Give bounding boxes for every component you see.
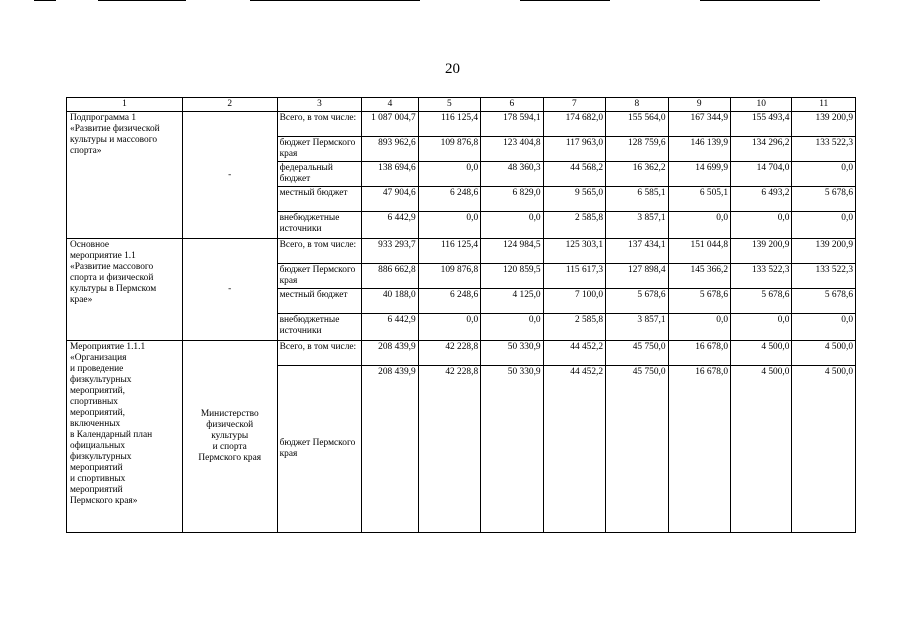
- amount-cell: 4 500,0: [792, 366, 856, 533]
- amount-cell: 45 750,0: [606, 341, 668, 366]
- funding-source-cell: Всего, в том числе:: [277, 341, 362, 366]
- amount-cell: 44 568,2: [543, 162, 605, 187]
- amount-cell: 6 585,1: [606, 187, 668, 212]
- executor-cell: -: [182, 112, 277, 239]
- amount-cell: 124 984,5: [481, 239, 543, 264]
- amount-cell: 0,0: [418, 212, 480, 239]
- header-cell: 11: [792, 98, 856, 112]
- amount-cell: 5 678,6: [668, 289, 730, 314]
- amount-cell: 50 330,9: [481, 341, 543, 366]
- amount-cell: 0,0: [668, 314, 730, 341]
- header-cell: 2: [182, 98, 277, 112]
- amount-cell: 6 493,2: [731, 187, 792, 212]
- page-number: 20: [445, 61, 460, 77]
- amount-cell: 933 293,7: [362, 239, 418, 264]
- funding-source-cell: Всего, в том числе:: [277, 112, 362, 137]
- amount-cell: 0,0: [731, 212, 792, 239]
- amount-cell: 0,0: [418, 314, 480, 341]
- amount-cell: 3 857,1: [606, 314, 668, 341]
- amount-cell: 133 522,3: [792, 137, 856, 162]
- amount-cell: 4 500,0: [792, 341, 856, 366]
- amount-cell: 115 617,3: [543, 264, 605, 289]
- table-row: [67, 239, 856, 264]
- header-cell: 5: [418, 98, 480, 112]
- amount-cell: 4 500,0: [731, 366, 792, 533]
- amount-cell: 44 452,2: [543, 366, 605, 533]
- amount-cell: 6 442,9: [362, 314, 418, 341]
- amount-cell: 7 100,0: [543, 289, 605, 314]
- amount-cell: 155 493,4: [731, 112, 792, 137]
- amount-cell: 116 125,4: [418, 239, 480, 264]
- budget-table: [66, 97, 856, 533]
- amount-cell: 5 678,6: [731, 289, 792, 314]
- table-row: [67, 112, 856, 137]
- amount-cell: 42 228,8: [418, 366, 480, 533]
- amount-cell: 0,0: [481, 314, 543, 341]
- header-cell: 7: [543, 98, 605, 112]
- program-name-cell: Подпрограмма 1 «Развитие физической культуры и массового спорта»: [67, 112, 183, 239]
- amount-cell: 174 682,0: [543, 112, 605, 137]
- amount-cell: 5 678,6: [792, 187, 856, 212]
- funding-source-cell: бюджет Пермского края: [277, 264, 362, 289]
- amount-cell: 178 594,1: [481, 112, 543, 137]
- amount-cell: 208 439,9: [362, 366, 418, 533]
- amount-cell: 139 200,9: [792, 112, 856, 137]
- amount-cell: 137 434,1: [606, 239, 668, 264]
- amount-cell: 16 678,0: [668, 341, 730, 366]
- amount-cell: 208 439,9: [362, 341, 418, 366]
- amount-cell: 6 248,6: [418, 187, 480, 212]
- amount-cell: 45 750,0: [606, 366, 668, 533]
- amount-cell: 0,0: [731, 314, 792, 341]
- amount-cell: 145 366,2: [668, 264, 730, 289]
- amount-cell: 886 662,8: [362, 264, 418, 289]
- table-row: [67, 341, 856, 366]
- amount-cell: 123 404,8: [481, 137, 543, 162]
- amount-cell: 1 087 004,7: [362, 112, 418, 137]
- executor-cell: -: [182, 239, 277, 341]
- amount-cell: 6 442,9: [362, 212, 418, 239]
- amount-cell: 44 452,2: [543, 341, 605, 366]
- funding-source-cell: местный бюджет: [277, 187, 362, 212]
- header-cell: 9: [668, 98, 730, 112]
- table-header-row: [67, 98, 856, 112]
- top-scan-border: [0, 0, 905, 2]
- header-cell: 4: [362, 98, 418, 112]
- program-name-cell: Мероприятие 1.1.1 «Организация и проведение физкультурных мероприятий, спортивных мероприятий, включенных в Календарный план официальных физкультурных мероприятий и спортивных мероприятий Пермского края»: [67, 341, 183, 533]
- amount-cell: 16 678,0: [668, 366, 730, 533]
- amount-cell: 125 303,1: [543, 239, 605, 264]
- executor-cell: Министерство физической культуры и спорта Пермского края: [182, 341, 277, 533]
- amount-cell: 127 898,4: [606, 264, 668, 289]
- program-name-cell: Основное мероприятие 1.1 «Развитие массового спорта и физической культуры в Пермском крае»: [67, 239, 183, 341]
- amount-cell: 2 585,8: [543, 314, 605, 341]
- amount-cell: 42 228,8: [418, 341, 480, 366]
- amount-cell: 6 829,0: [481, 187, 543, 212]
- amount-cell: 133 522,3: [731, 264, 792, 289]
- amount-cell: 4 125,0: [481, 289, 543, 314]
- amount-cell: 48 360,3: [481, 162, 543, 187]
- amount-cell: 14 704,0: [731, 162, 792, 187]
- header-cell: 10: [731, 98, 792, 112]
- amount-cell: 120 859,5: [481, 264, 543, 289]
- amount-cell: 6 505,1: [668, 187, 730, 212]
- funding-source-cell: федеральный бюджет: [277, 162, 362, 187]
- amount-cell: 139 200,9: [731, 239, 792, 264]
- funding-source-cell: местный бюджет: [277, 289, 362, 314]
- amount-cell: 109 876,8: [418, 264, 480, 289]
- amount-cell: 40 188,0: [362, 289, 418, 314]
- header-cell: 6: [481, 98, 543, 112]
- amount-cell: 47 904,6: [362, 187, 418, 212]
- amount-cell: 151 044,8: [668, 239, 730, 264]
- amount-cell: 4 500,0: [731, 341, 792, 366]
- amount-cell: 0,0: [481, 212, 543, 239]
- header-cell: 8: [606, 98, 668, 112]
- amount-cell: 0,0: [418, 162, 480, 187]
- amount-cell: 138 694,6: [362, 162, 418, 187]
- amount-cell: 0,0: [668, 212, 730, 239]
- amount-cell: 2 585,8: [543, 212, 605, 239]
- amount-cell: 155 564,0: [606, 112, 668, 137]
- amount-cell: 3 857,1: [606, 212, 668, 239]
- funding-source-cell: Всего, в том числе:: [277, 239, 362, 264]
- amount-cell: 893 962,6: [362, 137, 418, 162]
- amount-cell: 146 139,9: [668, 137, 730, 162]
- amount-cell: 117 963,0: [543, 137, 605, 162]
- amount-cell: 14 699,9: [668, 162, 730, 187]
- amount-cell: 6 248,6: [418, 289, 480, 314]
- amount-cell: 16 362,2: [606, 162, 668, 187]
- amount-cell: 109 876,8: [418, 137, 480, 162]
- amount-cell: 139 200,9: [792, 239, 856, 264]
- header-cell: 1: [67, 98, 183, 112]
- amount-cell: 116 125,4: [418, 112, 480, 137]
- amount-cell: 0,0: [792, 314, 856, 341]
- amount-cell: 133 522,3: [792, 264, 856, 289]
- amount-cell: 134 296,2: [731, 137, 792, 162]
- amount-cell: 9 565,0: [543, 187, 605, 212]
- header-cell: 3: [277, 98, 362, 112]
- funding-source-cell: внебюджетные источники: [277, 314, 362, 341]
- amount-cell: 0,0: [792, 212, 856, 239]
- funding-source-cell: внебюджетные источники: [277, 212, 362, 239]
- funding-source-cell: бюджет Пермского края: [277, 366, 362, 533]
- amount-cell: 5 678,6: [606, 289, 668, 314]
- amount-cell: 0,0: [792, 162, 856, 187]
- amount-cell: 50 330,9: [481, 366, 543, 533]
- amount-cell: 128 759,6: [606, 137, 668, 162]
- amount-cell: 5 678,6: [792, 289, 856, 314]
- funding-source-cell: бюджет Пермского края: [277, 137, 362, 162]
- amount-cell: 167 344,9: [668, 112, 730, 137]
